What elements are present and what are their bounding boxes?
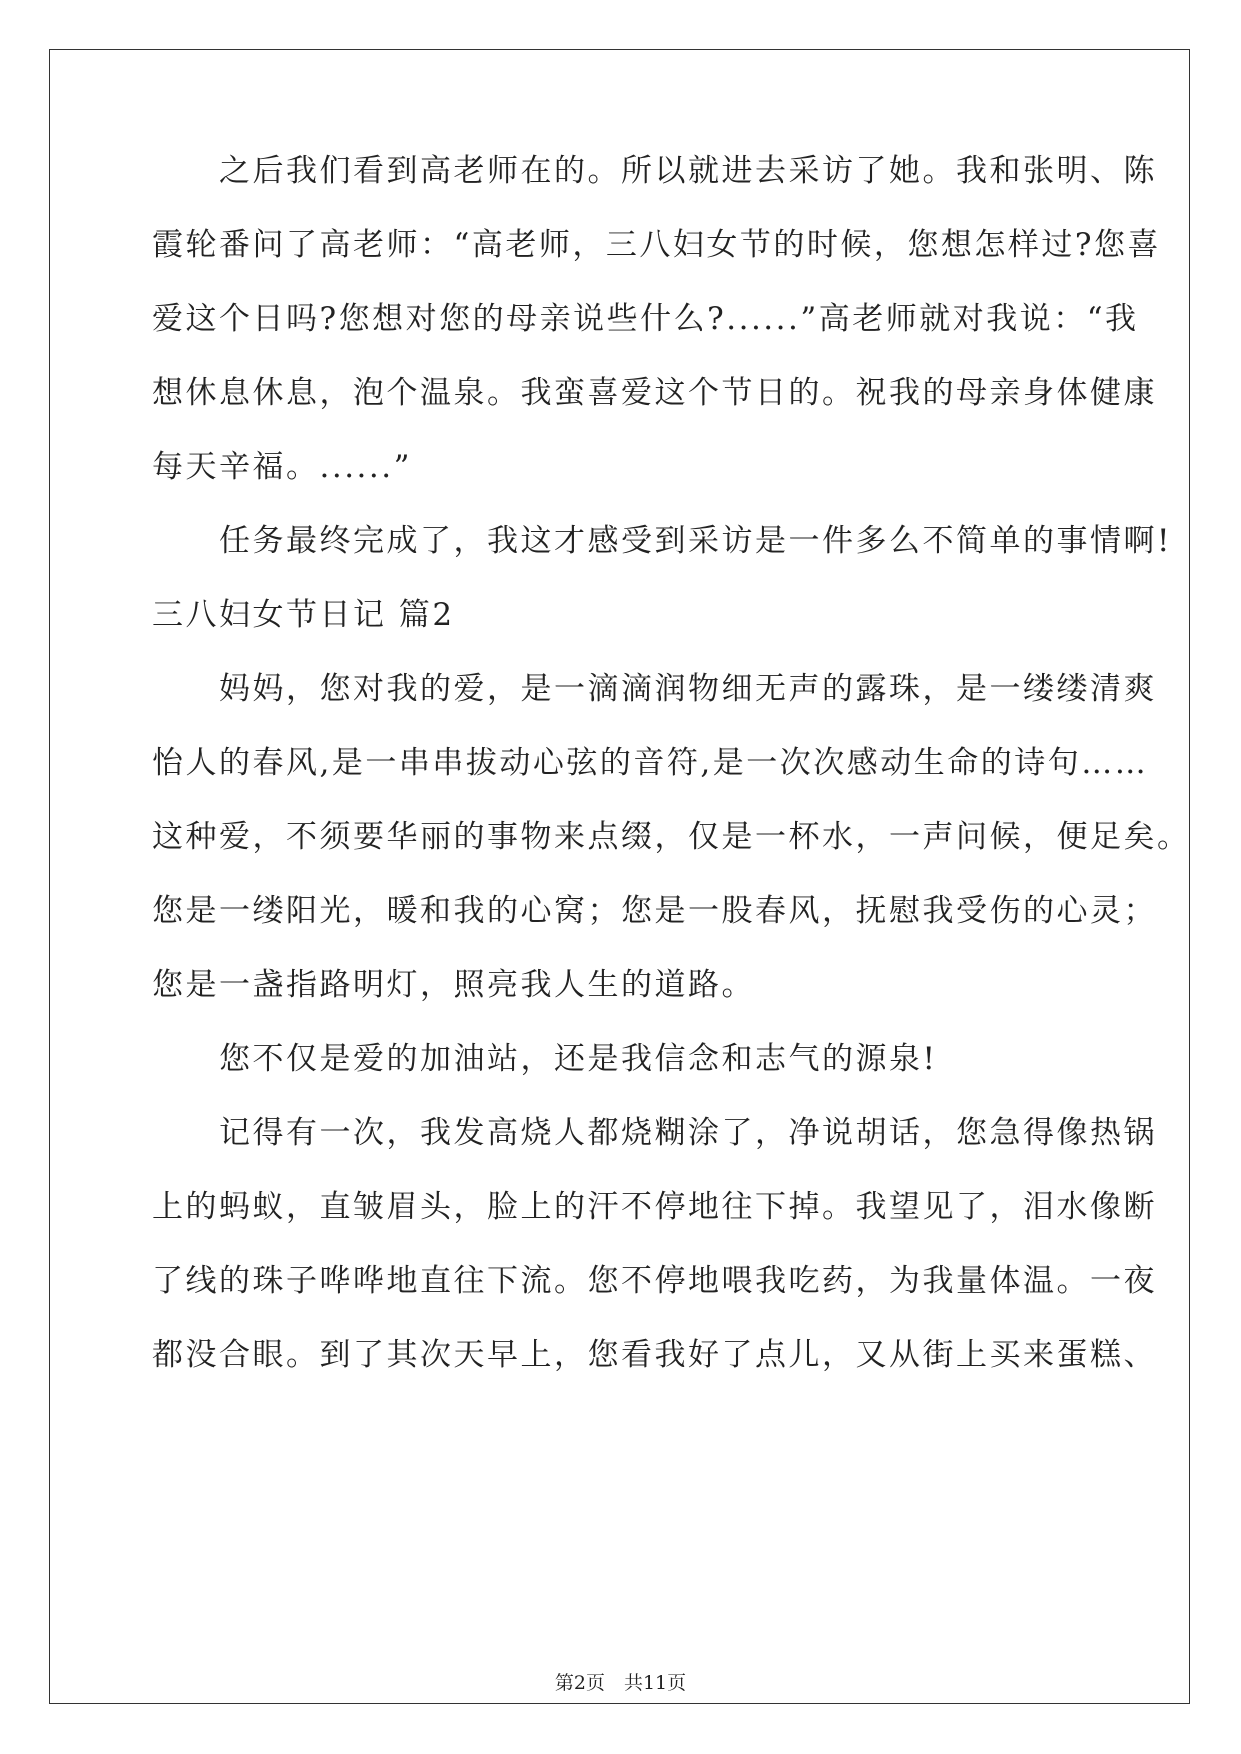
text-line-2: 霞轮番问了高老师：“高老师，三八妇女节的时候，您想怎样过?您喜 (152, 227, 1161, 263)
text-line-16: 了线的珠子哗哗地直往下流。您不停地喂我吃药，为我量体温。一夜 (152, 1263, 1157, 1299)
text-line-4: 想休息休息，泡个温泉。我蛮喜爱这个节日的。祝我的母亲身体健康 (152, 375, 1157, 411)
text-line-12: 您是一盏指路明灯，照亮我人生的道路。 (152, 967, 755, 1003)
text-line-9: 怡人的春风,是一串串拔动心弦的音符,是一次次感动生命的诗句…… (152, 745, 1149, 781)
text-line-1: 之后我们看到高老师在的。所以就进去采访了她。我和张明、陈 (152, 153, 1157, 189)
text-line-11: 您是一缕阳光，暖和我的心窝；您是一股春风，抚慰我受伤的心灵； (152, 893, 1157, 929)
text-line-8: 妈妈，您对我的爱，是一滴滴润物细无声的露珠，是一缕缕清爽 (152, 671, 1157, 707)
text-line-5: 每天辛福。......” (152, 449, 412, 485)
text-line-15: 上的蚂蚁，直皱眉头，脸上的汗不停地往下掉。我望见了，泪水像断 (152, 1189, 1157, 1225)
text-line-10: 这种爱，不须要华丽的事物来点缀，仅是一杯水，一声问候，便足矣。 (152, 819, 1191, 855)
section-heading: 三八妇女节日记 篇2 (152, 597, 455, 633)
page-border (49, 49, 1190, 1704)
text-line-3: 爱这个日吗?您想对您的母亲说些什么?......”高老师就对我说：“我 (152, 301, 1139, 337)
text-line-6: 任务最终完成了，我这才感受到采访是一件多么不简单的事情啊! (152, 523, 1172, 559)
text-line-13: 您不仅是爱的加油站，还是我信念和志气的源泉! (152, 1041, 938, 1077)
text-line-14: 记得有一次，我发高烧人都烧糊涂了，净说胡话，您急得像热锅 (152, 1115, 1157, 1151)
text-line-17: 都没合眼。到了其次天早上，您看我好了点儿，又从街上买来蛋糕、 (152, 1337, 1157, 1373)
page-number: 第2页 共11页 (554, 1672, 687, 1694)
